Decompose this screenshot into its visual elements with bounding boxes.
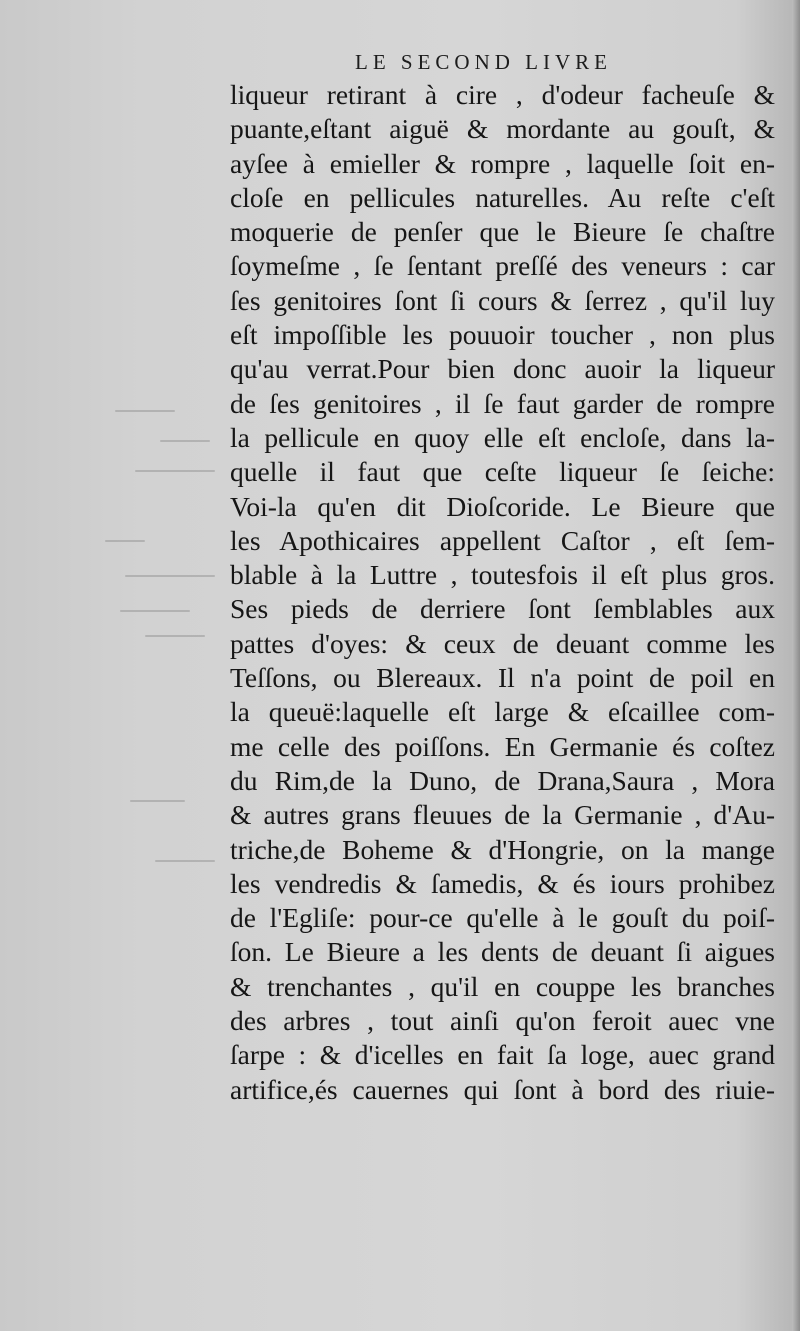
text-line: & autres grans fleuues de la Germanie , d'Au- — [230, 799, 775, 831]
text-line: Ses pieds de derriere ſont ſemblables aux — [230, 593, 775, 625]
running-head: LE SECOND LIVRE — [355, 50, 612, 74]
text-block — [230, 78, 775, 1107]
text-line: Voi-la qu'en dit Dioſcoride. Le Bieure que — [230, 490, 775, 522]
text-line: eſt impoſſible les pouuoir toucher , non plus — [230, 319, 775, 351]
text-line: ſes genitoires ſont ſi cours & ſerrez , qu'il luy — [230, 284, 775, 316]
text-line: puante,eſtant aiguë & mordante au gouſt, & — [230, 113, 775, 145]
text-line: triche,de Boheme & d'Hongrie, on la mange — [230, 833, 775, 865]
text-line: des arbres , tout ainſi qu'on feroit auec vne — [230, 1005, 775, 1037]
text-line: les vendredis & ſamedis, & és iours prohibez — [230, 867, 775, 899]
text-line: & trenchantes , qu'il en couppe les branches — [230, 970, 775, 1002]
text-line: les Apothicaires appellent Caſtor , eſt ſem- — [230, 524, 775, 556]
text-line: la queuë:laquelle eſt large & eſcaillee com- — [230, 696, 775, 728]
text-line: de ſes genitoires , il ſe faut garder de rompre — [230, 387, 775, 419]
text-line: quelle il faut que ceſte liqueur ſe ſeiche: — [230, 456, 775, 488]
text-line: qu'au verrat.Pour bien donc auoir la liqueur — [230, 353, 775, 385]
text-line: ſarpe : & d'icelles en fait ſa loge, auec grand — [230, 1039, 775, 1071]
text-line: ſoymeſme , ſe ſentant preſſé des veneurs : car — [230, 250, 775, 282]
text-line: blable à la Luttre , toutesfois il eſt plus gros. — [230, 559, 775, 591]
text-line: de l'Egliſe: pour-ce qu'elle à le gouſt du poiſ- — [230, 902, 775, 934]
text-line: cloſe en pellicules naturelles. Au reſte c'eſt — [230, 181, 775, 213]
bleed-through-marks — [105, 400, 225, 900]
text-line: artifice,és cauernes qui ſont à bord des riuie- — [230, 1073, 775, 1105]
text-line: ſon. Le Bieure a les dents de deuant ſi aigues — [230, 936, 775, 968]
text-line: pattes d'oyes: & ceux de deuant comme les — [230, 627, 775, 659]
text-line: moquerie de penſer que le Bieure ſe chaſtre — [230, 216, 775, 248]
text-line: me celle des poiſſons. En Germanie és coſtez — [230, 730, 775, 762]
text-line: Teſſons, ou Blereaux. Il n'a point de poil en — [230, 662, 775, 694]
text-line: liqueur retirant à cire , d'odeur facheuſe & — [230, 79, 775, 110]
page-edge — [792, 0, 800, 1331]
text-line: du Rim,de la Duno, de Drana,Saura , Mora — [230, 764, 775, 796]
text-line: la pellicule en quoy elle eſt encloſe, dans la- — [230, 421, 775, 453]
text-line: ayſee à emieller & rompre , laquelle ſoit en- — [230, 147, 775, 179]
